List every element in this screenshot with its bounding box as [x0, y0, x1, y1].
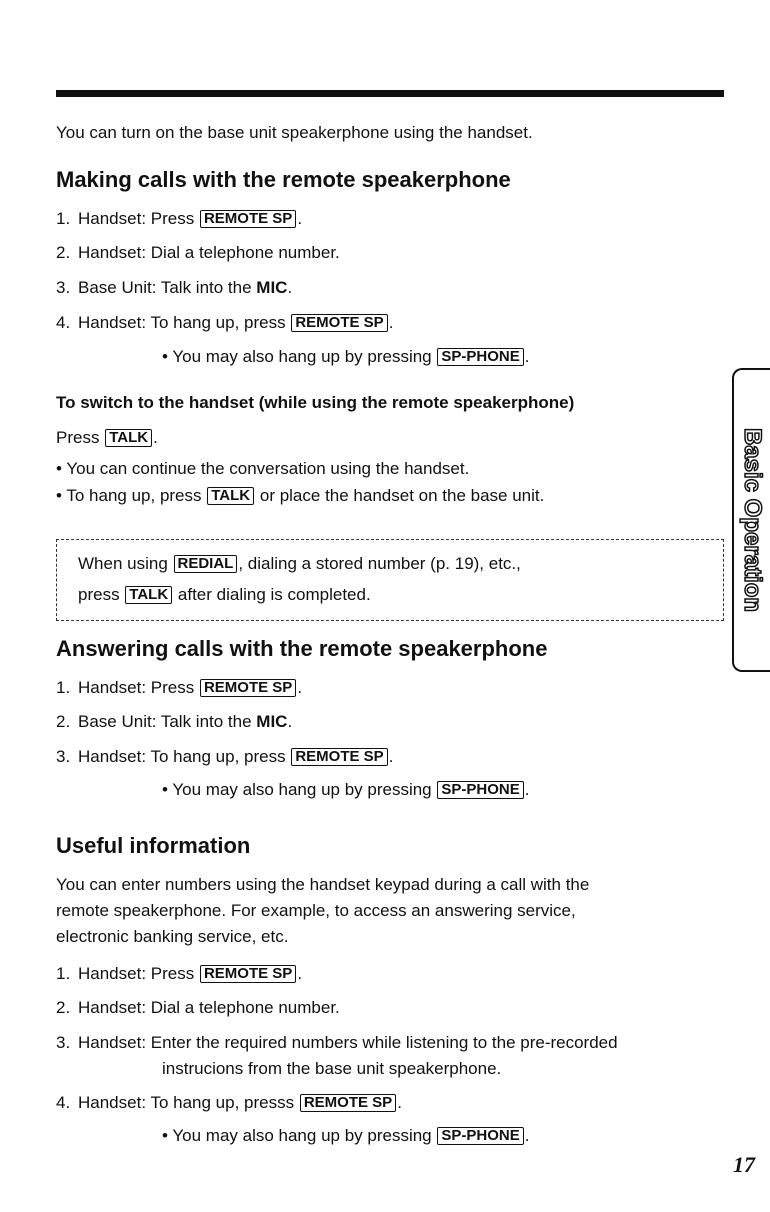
remote-sp-key: REMOTE SP	[291, 748, 387, 766]
useful-para-line-3: electronic banking service, etc.	[56, 927, 289, 946]
note-text-end: .	[524, 780, 530, 799]
mic-label: MIC	[256, 278, 288, 297]
answering-note	[162, 778, 529, 802]
answering-step-2	[56, 710, 292, 734]
making-note	[162, 345, 529, 369]
mic-label: MIC	[256, 712, 288, 731]
step-text: Handset: Dial a telephone number.	[78, 998, 340, 1017]
step-number: 4.	[56, 313, 71, 332]
step-number: 1.	[56, 964, 71, 983]
switch-bullet-1: • You can continue the conversation using the handset.	[56, 459, 470, 478]
step-text-end: .	[297, 678, 303, 697]
note-text-end: .	[524, 1126, 530, 1145]
useful-para-line-1: You can enter numbers using the handset keypad during a call with the	[56, 875, 590, 894]
step-text: Handset: To hang up, presss	[78, 1093, 299, 1112]
step-text: Handset: Press	[78, 964, 199, 983]
useful-step-1	[56, 962, 302, 986]
step-number: 3.	[56, 278, 71, 297]
sp-phone-key: SP-PHONE	[437, 348, 523, 366]
useful-para-line-2: remote speakerphone. For example, to access an answering service,	[56, 901, 576, 920]
note-box	[56, 539, 724, 621]
top-rule	[56, 90, 724, 97]
step-text: Handset: Dial a telephone number.	[78, 243, 340, 262]
intro-text: You can turn on the base unit speakerphone using the handset.	[56, 123, 533, 142]
answering-step-1	[56, 676, 302, 700]
bullet-text: • To hang up, press	[56, 486, 207, 505]
remote-sp-key: REMOTE SP	[291, 314, 387, 332]
remote-sp-key: REMOTE SP	[200, 679, 296, 697]
section-side-tab	[732, 368, 770, 672]
remote-sp-key: REMOTE SP	[200, 965, 296, 983]
talk-key: TALK	[125, 586, 172, 604]
useful-info-heading: Useful information	[56, 833, 251, 858]
making-step-4	[56, 311, 393, 335]
note-box-text: When using	[78, 554, 173, 573]
side-tab-label: Basic Operation	[739, 427, 766, 613]
answering-calls-heading: Answering calls with the remote speakerphone	[56, 636, 548, 661]
step-number: 1.	[56, 209, 71, 228]
useful-step-4	[56, 1091, 402, 1115]
step-text: Base Unit: Talk into the	[78, 278, 257, 297]
making-step-2	[56, 241, 340, 265]
press-text: Press	[56, 428, 105, 447]
switch-heading: To switch to the handset (while using the remote speakerphone)	[56, 393, 575, 412]
making-step-1	[56, 207, 302, 231]
useful-step-3-continued: instrucions from the base unit speakerphone.	[162, 1059, 502, 1078]
step-number: 3.	[56, 747, 71, 766]
note-box-text-end: , dialing a stored number (p. 19), etc.,	[238, 554, 521, 573]
talk-key: TALK	[207, 487, 254, 505]
step-text-end: .	[388, 747, 394, 766]
step-text: Handset: Enter the required numbers while listening to the pre-recorded	[78, 1033, 618, 1052]
step-text-end: .	[297, 209, 303, 228]
note-text: • You may also hang up by pressing	[162, 347, 437, 366]
useful-step-3	[56, 1031, 618, 1055]
step-text-end: .	[297, 964, 303, 983]
step-text: Handset: To hang up, press	[78, 747, 291, 766]
redial-key: REDIAL	[174, 555, 238, 573]
press-text-end: .	[153, 428, 158, 447]
sp-phone-key: SP-PHONE	[437, 781, 523, 799]
answering-step-3	[56, 745, 393, 769]
step-text: Handset: Press	[78, 209, 199, 228]
step-text-end: .	[287, 278, 293, 297]
step-text-end: .	[388, 313, 394, 332]
note-box-line-2	[78, 583, 371, 607]
step-text-end: .	[287, 712, 293, 731]
remote-sp-key: REMOTE SP	[200, 210, 296, 228]
switch-press	[56, 426, 158, 450]
step-text-end: .	[397, 1093, 402, 1112]
step-number: 4.	[56, 1093, 71, 1112]
step-text: Base Unit: Talk into the	[78, 712, 257, 731]
note-text-end: .	[524, 347, 530, 366]
switch-bullet-2	[56, 484, 544, 508]
step-number: 1.	[56, 678, 71, 697]
step-number: 2.	[56, 998, 71, 1017]
making-step-3	[56, 276, 292, 300]
note-box-text: press	[78, 585, 125, 604]
useful-note	[162, 1124, 529, 1148]
sp-phone-key: SP-PHONE	[437, 1127, 523, 1145]
step-number: 2.	[56, 243, 71, 262]
talk-key: TALK	[105, 429, 152, 447]
page-number: 17	[733, 1152, 755, 1177]
useful-step-2	[56, 996, 340, 1020]
note-box-text-end: after dialing is completed.	[173, 585, 371, 604]
note-text: • You may also hang up by pressing	[162, 1126, 437, 1145]
step-number: 2.	[56, 712, 71, 731]
making-calls-heading: Making calls with the remote speakerphone	[56, 167, 511, 192]
bullet-text-end: or place the handset on the base unit.	[255, 486, 545, 505]
step-text: Handset: To hang up, press	[78, 313, 291, 332]
note-box-line-1	[78, 552, 521, 576]
step-number: 3.	[56, 1033, 71, 1052]
step-text: Handset: Press	[78, 678, 199, 697]
note-text: • You may also hang up by pressing	[162, 780, 437, 799]
remote-sp-key: REMOTE SP	[300, 1094, 396, 1112]
